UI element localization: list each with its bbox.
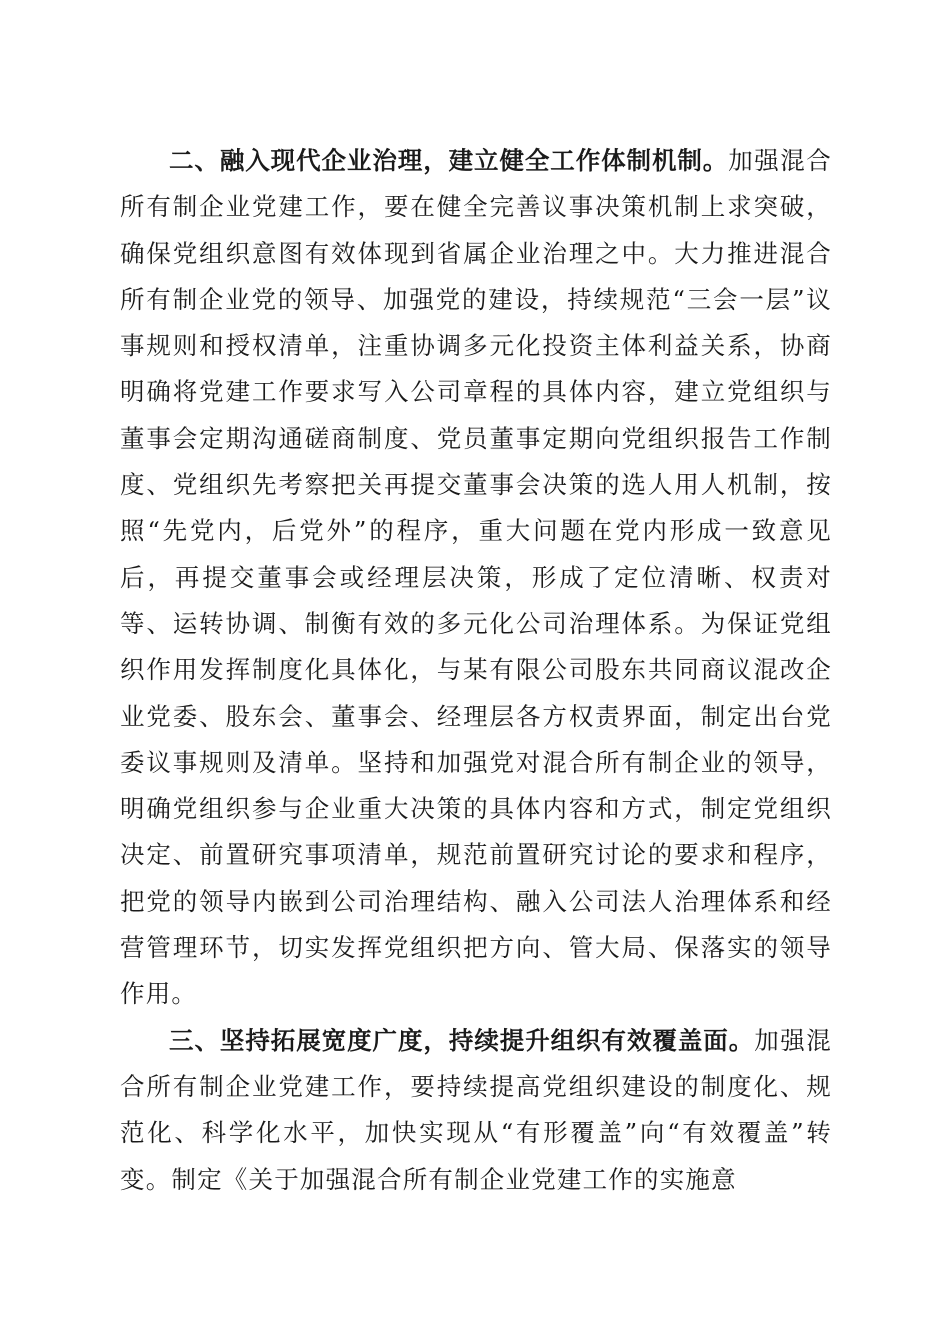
paragraph-coverage [120,1018,832,1203]
document-page [120,138,832,1203]
section-heading-coverage: 三、坚持拓展宽度广度，持续提升组织有效覆盖面。 [169,1025,755,1055]
paragraph-body-coverage: 加强混合所有制企业党建工作，要持续提高党组织建设的制度化、规范化、科学化水平，加快实现从“有形覆盖”向“有效覆盖”转变。制定《关于加强混合所有制企业党建工作的实施意 [120,1025,832,1194]
paragraph-body-governance: 加强混合所有制企业党建工作，要在健全完善议事决策机制上求突破，确保党组织意图有效体现到省属企业治理之中。大力推进混合所有制企业党的领导、加强党的建设，持续规范“三会一层”议事规则和授权清单，注重协调多元化投资主体利益关系，协商明确将党建工作要求写入公司章程的具体内容，建立党组织与董事会定期沟通磋商制度、党员董事定期向党组织报告工作制度、党组织先考察把关再提交董事会决策的选人用人机制，按照“先党内，后党外”的程序，重大问题在党内形成一致意见后，再提交董事会或经理层决策，形成了定位清晰、权责对等、运转协调、制衡有效的多元化公司治理体系。为保证党组织作用发挥制度化具体化，与某有限公司股东共同商议混改企业党委、股东会、董事会、经理层各方权责界面，制定出台党委议事规则及清单。坚持和加强党对混合所有制企业的领导，明确党组织参与企业重大决策的具体内容和方式，制定党组织决定、前置研究事项清单，规范前置研究讨论的要求和程序，把党的领导内嵌到公司治理结构、融入公司法人治理体系和经营管理环节，切实发挥党组织把方向、管大局、保落实的领导作用。 [120,146,832,1009]
section-heading-governance: 二、融入现代企业治理，建立健全工作体制机制。 [169,146,729,175]
paragraph-governance [120,138,832,1018]
